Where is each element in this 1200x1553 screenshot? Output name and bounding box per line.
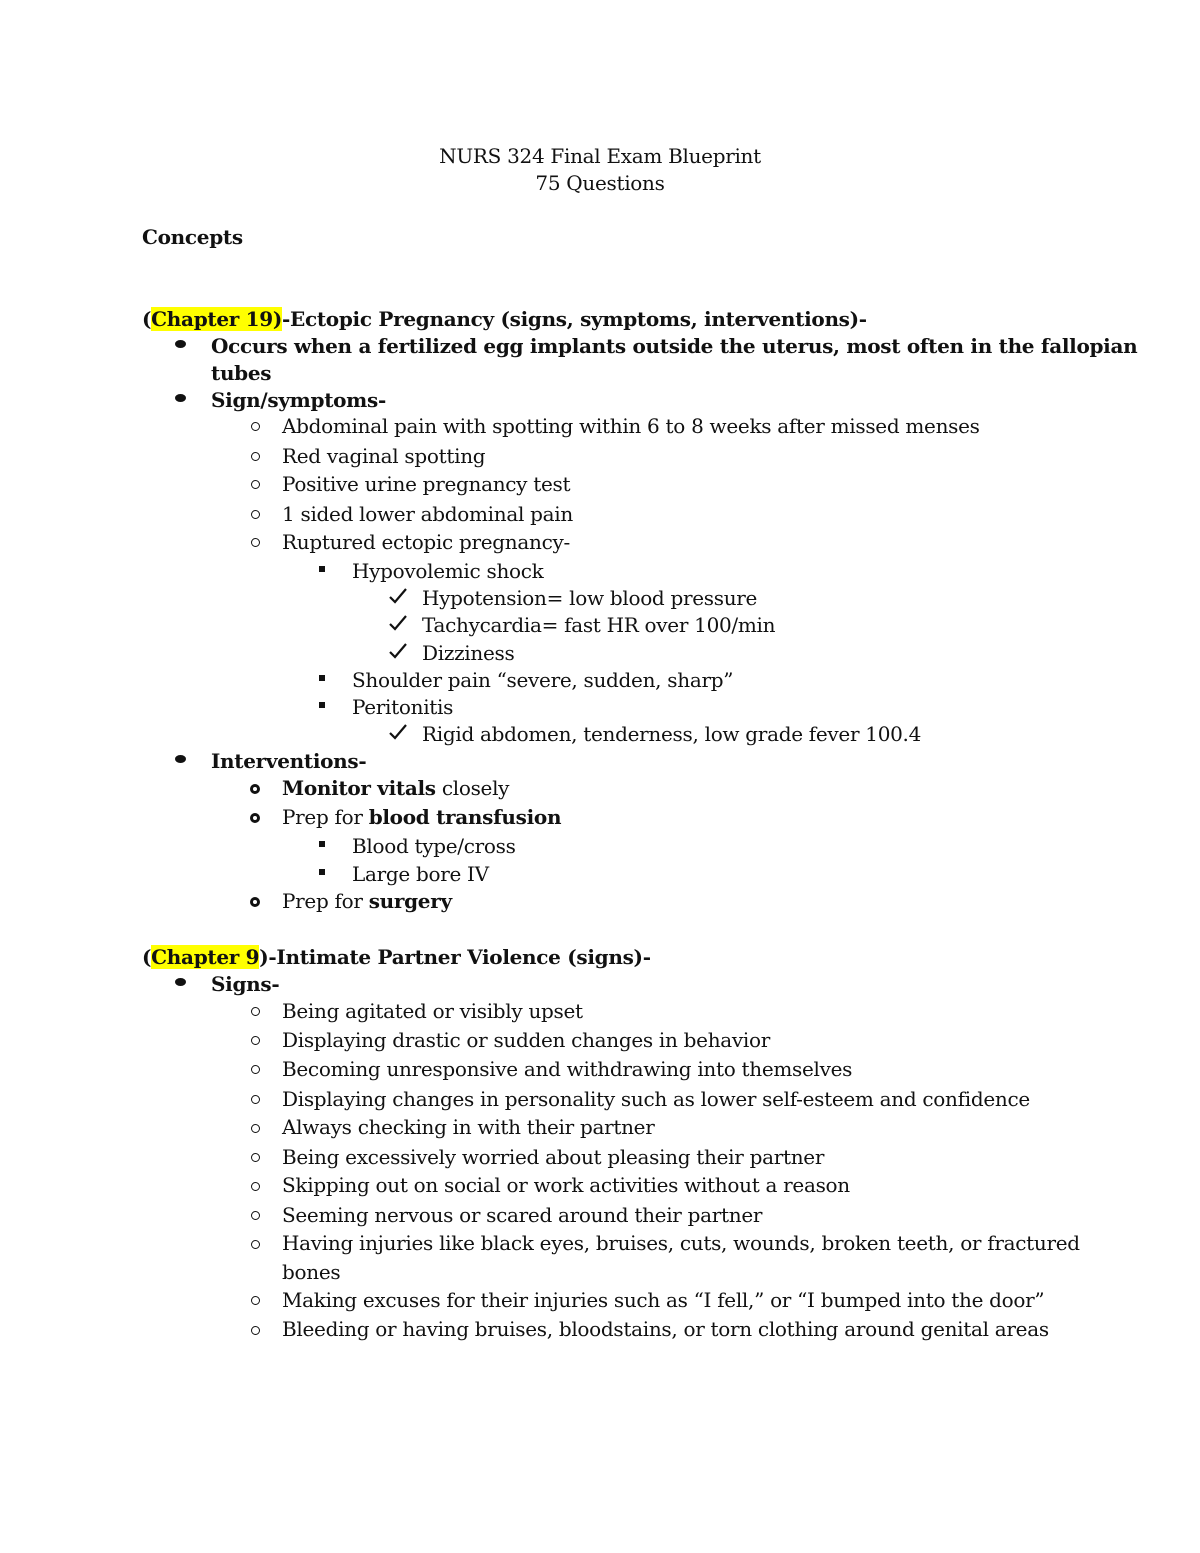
section-heading-ectopic [142, 307, 867, 331]
list-item: Displaying drastic or sudden changes in behavior [282, 1028, 771, 1052]
bullet-circle-icon [251, 1007, 260, 1016]
checkmark-icon [388, 587, 408, 605]
bullet-square-icon [319, 841, 325, 847]
plain-text: Prep for [282, 889, 369, 913]
interventions-label: Interventions- [211, 749, 367, 773]
plain-text: Prep for [282, 805, 369, 829]
checkmark-icon [388, 614, 408, 632]
list-item: Being excessively worried about pleasing their partner [282, 1145, 825, 1169]
bullet-square-icon [319, 702, 325, 708]
list-item: Always checking in with their partner [282, 1115, 655, 1139]
bullet-circle-icon [251, 422, 260, 431]
list-item: Ruptured ectopic pregnancy- [282, 530, 570, 554]
checkmark-icon [388, 723, 408, 741]
bullet-circle-icon [251, 1124, 260, 1133]
bullet-circle-icon [251, 1065, 260, 1074]
list-item: Seeming nervous or scared around their partner [282, 1203, 763, 1227]
list-item: Making excuses for their injuries such as “I fell,” or “I bumped into the door” [282, 1288, 1045, 1312]
list-item: Peritonitis [352, 695, 454, 719]
list-item: Dizziness [422, 641, 515, 665]
bullet-circle-icon [251, 1326, 260, 1335]
definition-line-2: tubes [211, 361, 272, 385]
bullet-circle-icon [251, 452, 260, 461]
bullet-square-icon [319, 869, 325, 875]
checkmark-icon [388, 642, 408, 660]
list-item: Hypotension= low blood pressure [422, 586, 758, 610]
plain-text: closely [435, 776, 510, 800]
list-item [282, 889, 452, 913]
bold-text: Monitor vitals [282, 776, 436, 800]
section-title: )-Intimate Partner Violence (signs)- [259, 945, 651, 969]
bold-text: blood transfusion [368, 805, 562, 829]
bullet-circle-icon [251, 1211, 260, 1220]
bold-text: surgery [368, 889, 452, 913]
list-item: Becoming unresponsive and withdrawing into themselves [282, 1057, 853, 1081]
list-item: Having injuries like black eyes, bruises, cuts, wounds, broken teeth, or fractured [282, 1231, 1080, 1255]
chapter-highlight: Chapter 9 [151, 945, 260, 969]
bullet-circle-icon [251, 1182, 260, 1191]
bullet-dot-icon [175, 755, 186, 763]
bullet-dot-icon [175, 394, 186, 402]
bullet-circle-icon [251, 1296, 260, 1305]
section-heading-ipv [142, 945, 651, 969]
list-item: Red vaginal spotting [282, 444, 486, 468]
bullet-circle-icon [250, 784, 260, 794]
section-title: -Ectopic Pregnancy (signs, symptoms, interventions)- [282, 307, 867, 331]
concepts-heading: Concepts [142, 225, 243, 249]
list-item [282, 776, 509, 800]
list-item: Bleeding or having bruises, bloodstains, or torn clothing around genital areas [282, 1317, 1049, 1341]
open-paren: ( [142, 945, 152, 969]
list-item: Displaying changes in personality such as lower self-esteem and confidence [282, 1087, 1030, 1111]
bullet-dot-icon [175, 978, 186, 986]
list-item: Abdominal pain with spotting within 6 to 8 weeks after missed menses [282, 414, 980, 438]
bullet-square-icon [319, 675, 325, 681]
signs-label: Signs- [211, 972, 280, 996]
list-item-continuation: bones [282, 1260, 341, 1284]
bullet-square-icon [319, 566, 325, 572]
bullet-dot-icon [175, 340, 186, 348]
list-item: Tachycardia= fast HR over 100/min [422, 613, 776, 637]
list-item [282, 805, 561, 829]
open-paren: ( [142, 307, 152, 331]
bullet-circle-icon [250, 813, 260, 823]
document-subtitle: 75 Questions [535, 171, 665, 195]
list-item: Large bore IV [352, 862, 489, 886]
list-item: Shoulder pain “severe, sudden, sharp” [352, 668, 734, 692]
bullet-circle-icon [250, 897, 260, 907]
list-item: Hypovolemic shock [352, 559, 544, 583]
bullet-circle-icon [251, 1240, 260, 1249]
list-item: Positive urine pregnancy test [282, 472, 571, 496]
list-item: Skipping out on social or work activities without a reason [282, 1173, 850, 1197]
list-item: Rigid abdomen, tenderness, low grade fever 100.4 [422, 722, 922, 746]
bullet-circle-icon [251, 480, 260, 489]
bullet-circle-icon [251, 1153, 260, 1162]
bullet-circle-icon [251, 538, 260, 547]
bullet-circle-icon [251, 510, 260, 519]
definition-line-1: Occurs when a fertilized egg implants outside the uterus, most often in the fallopian [211, 334, 1138, 358]
document-title: NURS 324 Final Exam Blueprint [439, 144, 761, 168]
chapter-highlight: Chapter 19) [151, 307, 283, 331]
signs-label: Sign/symptoms- [211, 388, 386, 412]
list-item: Blood type/cross [352, 834, 516, 858]
list-item: Being agitated or visibly upset [282, 999, 583, 1023]
bullet-circle-icon [251, 1095, 260, 1104]
bullet-circle-icon [251, 1036, 260, 1045]
list-item: 1 sided lower abdominal pain [282, 502, 573, 526]
